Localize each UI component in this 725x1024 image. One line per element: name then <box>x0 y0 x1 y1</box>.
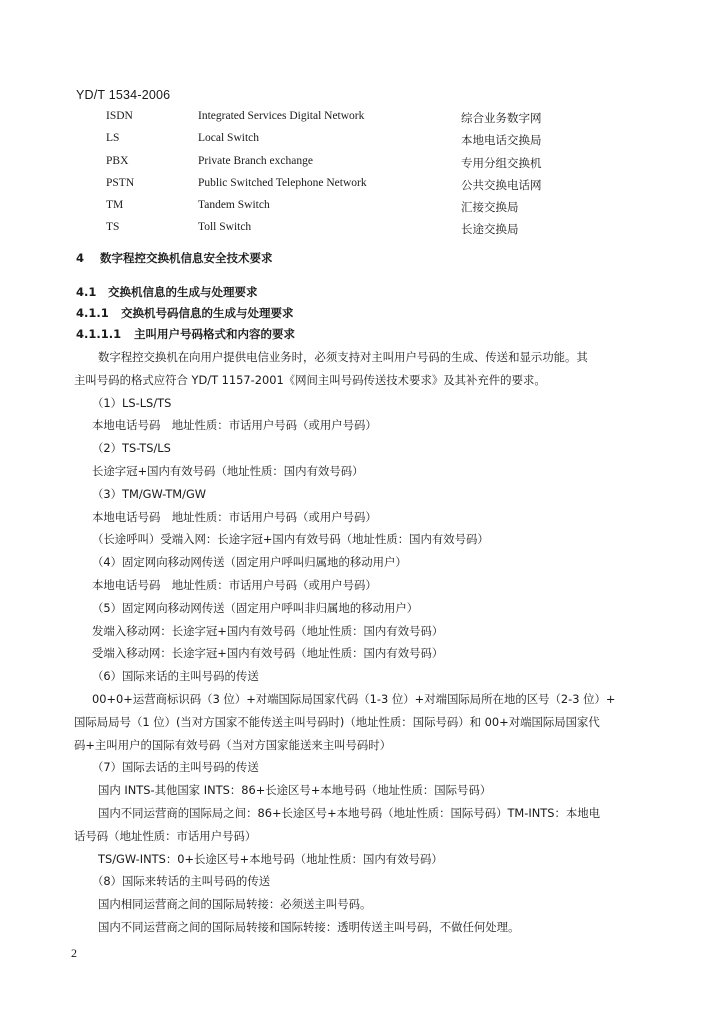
section-heading-4-1-1 <box>76 305 294 321</box>
abbreviation-row <box>104 132 604 154</box>
section-heading-4-1 <box>76 284 258 300</box>
list-item-heading: （6）国际来话的主叫号码的传送 <box>92 669 259 684</box>
section-number: 4.1.1.1 <box>76 327 122 341</box>
abbreviation-row <box>104 177 604 199</box>
abbreviation-table <box>104 110 604 244</box>
paragraph-line: 本地电话号码 地址性质：市话用户号码（或用户号码） <box>92 418 377 433</box>
list-item-heading: （2）TS-TS/LS <box>92 441 171 456</box>
abbreviation-english: Private Branch exchange <box>198 154 313 167</box>
paragraph-line: 国内相同运营商之间的国际局转接：必须送主叫号码。 <box>98 897 372 912</box>
section-number: 4.1 <box>76 285 97 299</box>
paragraph-line: 话号码（地址性质：市话用户号码） <box>74 828 257 843</box>
paragraph-line: 主叫号码的格式应符合 YD/T 1157-2001《网间主叫号码传送技术要求》及其补充件的要求。 <box>74 372 546 387</box>
paragraph-line: 国际局局号（1 位）(当对方国家不能传送主叫号码时)（地址性质：国际号码）和 00+对端国际局国家代 <box>74 714 600 729</box>
abbreviation-row <box>104 221 604 243</box>
paragraph-line: TS/GW-INTS：0+长途区号+本地号码（地址性质：国内有效号码） <box>98 851 443 866</box>
paragraph-line: 发端入移动网：长途字冠+国内有效号码（地址性质：国内有效号码） <box>92 623 444 638</box>
section-title: 数字程控交换机信息安全技术要求 <box>100 251 273 265</box>
section-title: 交换机号码信息的生成与处理要求 <box>121 306 294 320</box>
abbreviation-code: ISDN <box>106 110 133 122</box>
section-title: 交换机信息的生成与处理要求 <box>108 285 258 299</box>
abbreviation-row <box>104 110 604 132</box>
abbreviation-row <box>104 155 604 177</box>
abbreviation-chinese: 综合业务数字网 <box>461 111 542 125</box>
abbreviation-chinese: 公共交换电话网 <box>461 177 542 192</box>
abbreviation-chinese: 长途交换局 <box>461 222 519 237</box>
abbreviation-english: Public Switched Telephone Network <box>198 176 367 189</box>
section-number: 4.1.1 <box>76 306 109 320</box>
abbreviation-english: Integrated Services Digital Network <box>198 110 365 122</box>
paragraph-line: （长途呼叫）受端入网：长途字冠+国内有效号码（地址性质：国内有效号码） <box>92 532 489 547</box>
section-heading-4-1-1-1 <box>76 326 295 342</box>
page-number: 2 <box>71 946 77 960</box>
section-body-text <box>74 346 674 939</box>
list-item-heading: （1）LS-LS/TS <box>92 395 172 410</box>
abbreviation-code: TM <box>106 199 124 212</box>
document-id-header: YD/T 1534-2006 <box>76 88 171 102</box>
list-item-heading: （3）TM/GW-TM/GW <box>92 486 207 501</box>
abbreviation-english: Local Switch <box>198 132 259 145</box>
abbreviation-row <box>104 199 604 221</box>
paragraph-line: 本地电话号码 地址性质：市话用户号码（或用户号码） <box>92 577 377 592</box>
abbreviation-code: LS <box>106 132 120 145</box>
abbreviation-chinese: 汇接交换局 <box>461 200 519 215</box>
paragraph-line: 国内 INTS-其他国家 INTS：86+长途区号+本地号码（地址性质：国际号码） <box>98 783 492 798</box>
paragraph-line: 码+主叫用户的国际有效号码（当对方国家能送来主叫号码时） <box>74 737 392 752</box>
paragraph-line: 00+0+运营商标识码（3 位）+对端国际局国家代码（1-3 位）+对端国际局所在地的区号（2-3 位）+ <box>92 691 616 706</box>
paragraph-line: 国内不同运营商之间的国际局转接和国际转接：透明传送主叫号码，不做任何处理。 <box>98 919 520 934</box>
abbreviation-code: TS <box>106 221 120 234</box>
list-item-heading: （7）国际去话的主叫号码的传送 <box>92 760 259 775</box>
paragraph-line: 本地电话号码 地址性质：市话用户号码（或用户号码） <box>92 509 377 524</box>
abbreviation-chinese: 专用分组交换机 <box>461 155 542 170</box>
abbreviation-english: Tandem Switch <box>198 199 270 212</box>
section-title: 主叫用户号码格式和内容的要求 <box>134 327 295 341</box>
abbreviation-chinese: 本地电话交换局 <box>461 133 542 148</box>
section-heading-4 <box>76 250 273 266</box>
paragraph-line: 受端入移动网：长途字冠+国内有效号码（地址性质：国内有效号码） <box>92 646 444 661</box>
paragraph-line: 国内不同运营商的国际局之间：86+长途区号+本地号码（地址性质：国际号码）TM-INTS：本地电 <box>98 805 601 820</box>
abbreviation-code: PBX <box>106 154 129 167</box>
paragraph-line: 长途字冠+国内有效号码（地址性质：国内有效号码） <box>92 463 364 478</box>
list-item-heading: （5）固定网向移动网传送（固定用户呼叫非归属地的移动用户） <box>92 600 419 615</box>
section-number: 4 <box>76 251 85 265</box>
abbreviation-code: PSTN <box>106 176 135 189</box>
paragraph-line: 数字程控交换机在向用户提供电信业务时，必须支持对主叫用户号码的生成、传送和显示功能。其 <box>98 350 588 364</box>
abbreviation-english: Toll Switch <box>198 221 252 234</box>
list-item-heading: （4）固定网向移动网传送（固定用户呼叫归属地的移动用户） <box>92 555 407 570</box>
list-item-heading: （8）国际来转话的主叫号码的传送 <box>92 874 271 889</box>
